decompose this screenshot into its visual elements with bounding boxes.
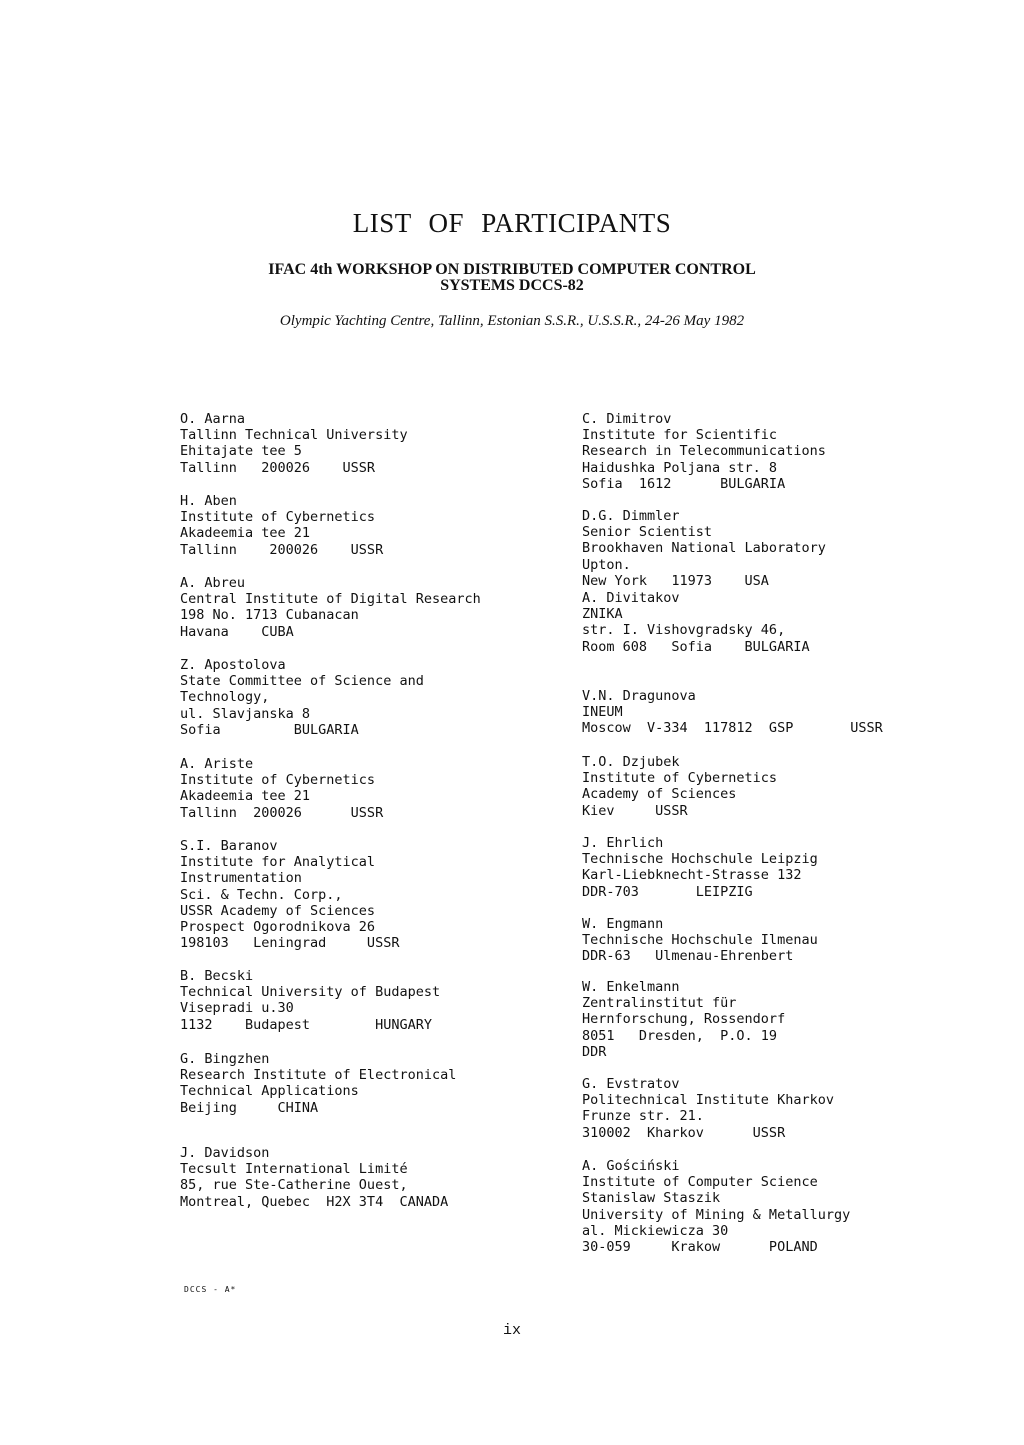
participants-left-column — [180, 411, 560, 1211]
participant-address-line: Sci. & Techn. Corp., — [180, 886, 343, 903]
participant-name: W. Engmann — [582, 916, 664, 932]
participant-address-line: Beijing CHINA — [180, 1099, 319, 1116]
participant-entry — [582, 688, 883, 737]
subtitle-line-1: IFAC 4th WORKSHOP ON DISTRIBUTED COMPUTER CONTROL — [268, 261, 756, 278]
participant-name: Z. Apostolova — [180, 657, 286, 673]
participant-address-line: 85, rue Ste-Catherine Ouest, — [180, 1177, 408, 1194]
participant-address-line: Technical Applications — [180, 1083, 359, 1100]
participant-address-line: Havana CUBA — [180, 623, 294, 640]
participant-address-line: Tallinn 200026 USSR — [180, 459, 376, 476]
participant-address-line: 8051 Dresden, P.O. 19 — [582, 1027, 778, 1044]
participant-address-line: ZNIKA — [582, 606, 623, 623]
participant-address-line: str. I. Vishovgradsky 46, — [582, 622, 786, 639]
participant-address-line: INEUM — [582, 704, 623, 721]
participant-name: A. Divitakov — [582, 590, 680, 606]
participant-address-line: Instrumentation — [180, 870, 302, 887]
participant-address-line: Moscow V-334 117812 GSP USSR — [582, 720, 883, 737]
participant-name: T.O. Dzjubek — [582, 754, 680, 770]
participant-address-line: Senior Scientist — [582, 524, 713, 541]
participant-address-line: Akadeemia tee 21 — [180, 525, 311, 542]
participant-address-line: University of Mining & Metallurgy — [582, 1206, 851, 1223]
participant-address-line: Technische Hochschule Ilmenau — [582, 932, 818, 949]
participant-name: H. Aben — [180, 493, 237, 509]
participant-address-line: Institute of Cybernetics — [180, 509, 376, 526]
footer-code: DCCS - A* — [184, 1285, 237, 1294]
participant-address-line: Tecsult International Limité — [180, 1161, 408, 1178]
participant-address-line: Institute of Cybernetics — [180, 772, 376, 789]
participant-name: W. Enkelmann — [582, 979, 680, 995]
page-title: LIST OF PARTICIPANTS — [352, 208, 672, 238]
participant-address-line: Technische Hochschule Leipzig — [582, 851, 818, 868]
participant-address-line: DDR-63 Ulmenau-Ehrenbert — [582, 948, 794, 965]
participant-name: A. Ariste — [180, 756, 254, 772]
participant-address-line: Frunze str. 21. — [582, 1108, 704, 1125]
participant-entry — [582, 508, 826, 589]
participant-address-line: Kiev USSR — [582, 802, 688, 819]
participant-address-line: New York 11973 USA — [582, 572, 769, 589]
participant-address-line: DDR-703 LEIPZIG — [582, 883, 753, 900]
participant-address-line: 198103 Leningrad USSR — [180, 935, 400, 952]
participant-name: J. Ehrlich — [582, 835, 664, 851]
subtitle-line-2: SYSTEMS DCCS-82 — [440, 277, 584, 295]
participant-address-line: Academy of Sciences — [582, 786, 737, 803]
participant-address-line: State Committee of Science and — [180, 673, 424, 690]
participant-entry — [582, 1076, 834, 1141]
participant-address-line: Technical University of Budapest — [180, 984, 441, 1001]
participant-address-line: USSR Academy of Sciences — [180, 902, 376, 919]
participant-entry — [582, 754, 777, 819]
participant-entry — [180, 838, 399, 951]
participant-address-line: Ehitajate tee 5 — [180, 443, 302, 460]
participant-entry — [180, 1051, 456, 1116]
participant-address-line: Research Institute of Electronical — [180, 1067, 457, 1084]
workshop-subtitle — [0, 260, 1024, 295]
participant-entry — [180, 968, 440, 1033]
participant-address-line: Brookhaven National Laboratory — [582, 540, 826, 557]
participant-address-line: Research in Telecommunications — [582, 443, 826, 460]
participant-address-line: 1132 Budapest HUNGARY — [180, 1016, 432, 1033]
participant-address-line: 30-059 Krakow POLAND — [582, 1238, 818, 1255]
participant-name: O. Aarna — [180, 411, 246, 427]
participant-name: D.G. Dimmler — [582, 508, 680, 524]
participant-address-line: Central Institute of Digital Research — [180, 591, 481, 608]
participant-name: C. Dimitrov — [582, 411, 672, 427]
participant-address-line: Upton. — [582, 556, 631, 573]
participant-address-line: Sofia 1612 BULGARIA — [582, 475, 786, 492]
participants-right-column — [582, 411, 1002, 1261]
venue-line: Olympic Yachting Centre, Tallinn, Estonian S.S.R., U.S.S.R., 24-26 May 1982 — [279, 313, 745, 329]
participant-address-line: Haidushka Poljana str. 8 — [582, 459, 778, 476]
participant-address-line: Stanislaw Staszik — [582, 1190, 721, 1207]
participant-address-line: Institute of Computer Science — [582, 1174, 818, 1191]
participant-entry — [582, 590, 810, 655]
participant-address-line: Prospect Ogorodnikova 26 — [180, 918, 376, 935]
participant-name: B. Becski — [180, 968, 254, 984]
participant-address-line: Karl-Liebknecht-Strasse 132 — [582, 867, 802, 884]
participant-address-line: Visepradi u.30 — [180, 1000, 294, 1017]
participant-name: J. Davidson — [180, 1145, 270, 1161]
participant-entry — [180, 657, 424, 738]
participant-address-line: Tallinn Technical University — [180, 427, 408, 444]
participant-entry — [180, 493, 383, 558]
participant-address-line: Zentralinstitut für — [582, 995, 737, 1012]
participant-entry — [180, 575, 481, 640]
participant-address-line: Institute for Analytical — [180, 854, 376, 871]
participant-address-line: al. Mickiewicza 30 — [582, 1222, 729, 1239]
participant-address-line: Hernforschung, Rossendorf — [582, 1011, 786, 1028]
participant-address-line: Politechnical Institute Kharkov — [582, 1092, 834, 1109]
participant-name: A. Gościński — [582, 1158, 680, 1174]
participant-address-line: Montreal, Quebec H2X 3T4 CANADA — [180, 1193, 449, 1210]
participant-address-line: 310002 Kharkov USSR — [582, 1124, 786, 1141]
participant-name: G. Bingzhen — [180, 1051, 270, 1067]
participant-address-line: Akadeemia tee 21 — [180, 788, 311, 805]
participant-address-line: Tallinn 200026 USSR — [180, 804, 384, 821]
participant-address-line: Tallinn 200026 USSR — [180, 541, 384, 558]
participant-entry — [180, 411, 408, 476]
participant-entry — [582, 916, 818, 965]
participant-entry — [180, 1145, 448, 1210]
participant-address-line: Institute of Cybernetics — [582, 770, 778, 787]
participant-address-line: DDR — [582, 1043, 607, 1060]
participant-name: S.I. Baranov — [180, 838, 278, 854]
participant-entry — [582, 979, 785, 1060]
participant-address-line: Room 608 Sofia BULGARIA — [582, 638, 810, 655]
participant-address-line: Sofia BULGARIA — [180, 721, 359, 738]
participant-name: V.N. Dragunova — [582, 688, 696, 704]
participant-entry — [582, 411, 826, 492]
participant-name: G. Evstratov — [582, 1076, 680, 1092]
participant-address-line: ul. Slavjanska 8 — [180, 705, 311, 722]
participant-entry — [180, 756, 383, 821]
participant-name: A. Abreu — [180, 575, 246, 591]
participant-entry — [582, 835, 818, 900]
page-number: ix — [502, 1322, 521, 1339]
participant-address-line: 198 No. 1713 Cubanacan — [180, 607, 359, 624]
participant-address-line: Institute for Scientific — [582, 427, 778, 444]
participant-entry — [582, 1158, 850, 1255]
participant-address-line: Technology, — [180, 689, 270, 706]
